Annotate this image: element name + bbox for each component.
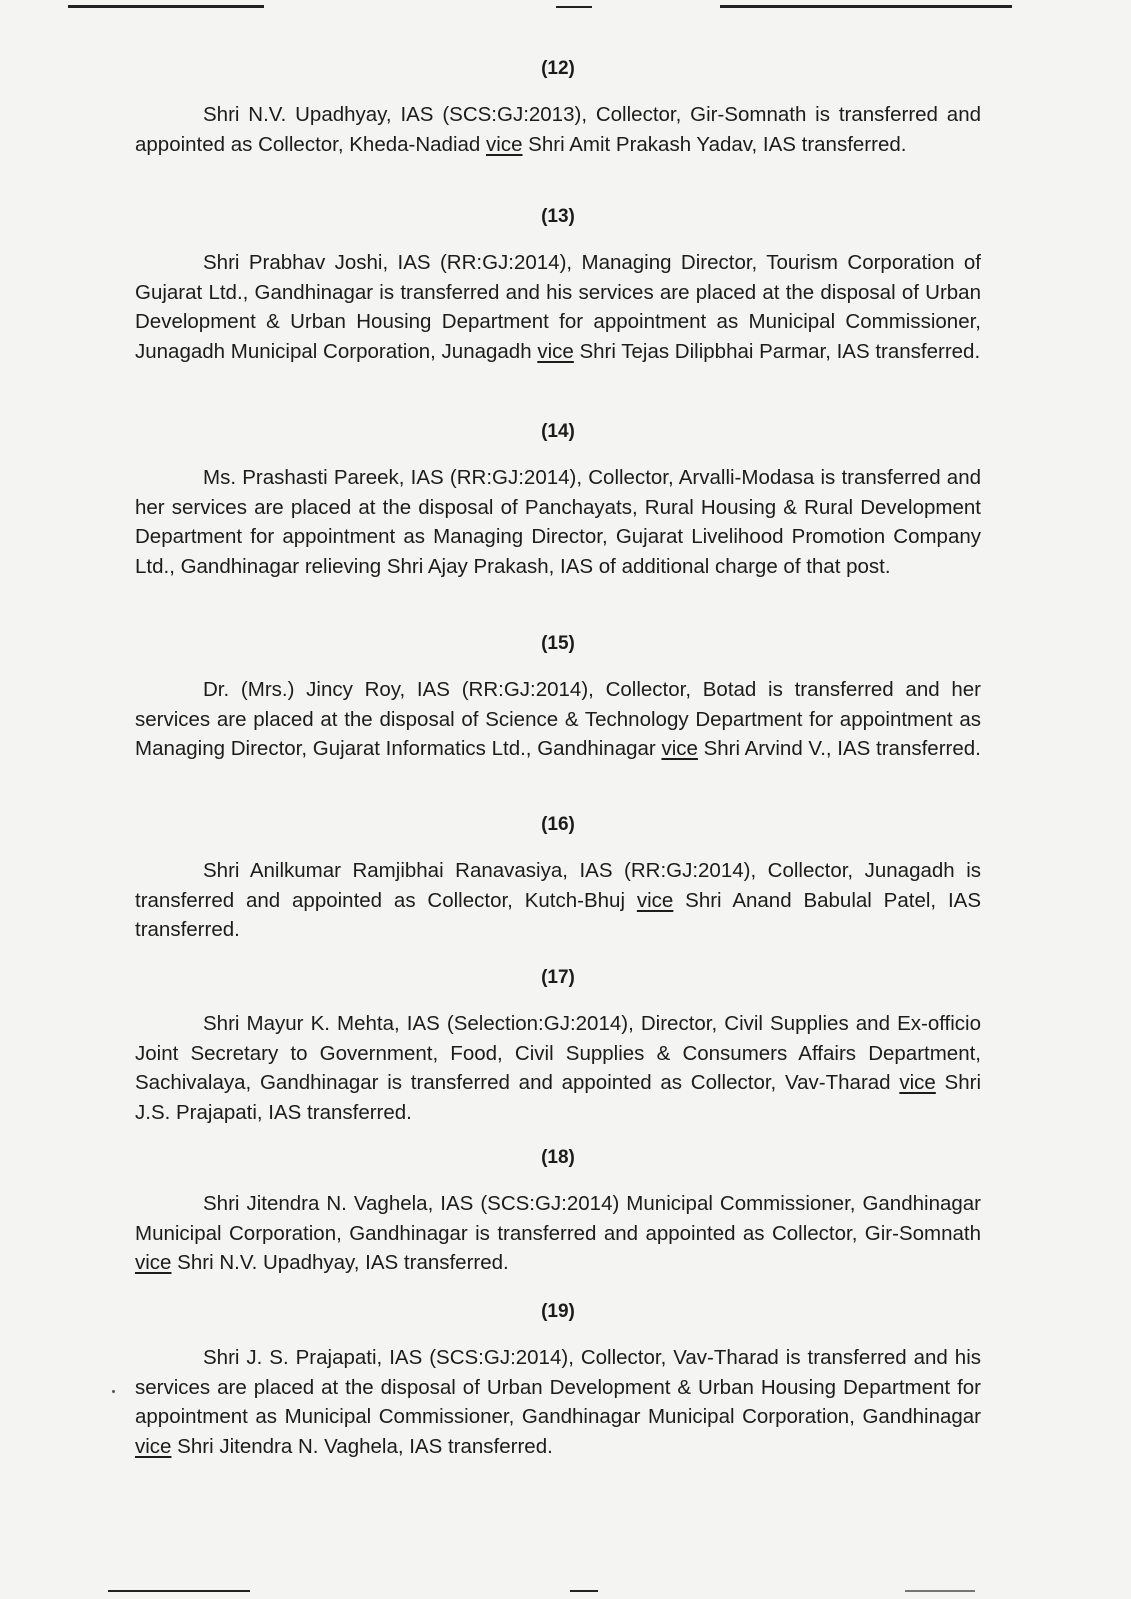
paragraph-text: Shri Jitendra N. Vaghela, IAS (SCS:GJ:2014) Municipal Commissioner, Gandhinagar Municipal Corporation, Gandhinagar is transferred and appointed as Collector, Gir-Somnath bbox=[135, 1192, 981, 1245]
order-section-12 bbox=[135, 57, 981, 159]
paragraph-text: Ms. Prashasti Pareek, IAS (RR:GJ:2014), Collector, Arvalli-Modasa is transferred and her services are placed at the disposal of Panchayats, Rural Housing & Rural Development Department for appointment as Managing Director, Gujarat Livelihood Promotion Company Ltd., Gandhinagar relieving Shri Ajay Prakash, IAS of additional charge of that post. bbox=[135, 466, 981, 578]
paragraph-text-end: Shri Anand Babulal Patel, IAS transferred. bbox=[135, 888, 981, 941]
section-number: (13) bbox=[541, 206, 575, 227]
order-section-13 bbox=[135, 205, 981, 366]
vice-term: vice bbox=[135, 1434, 172, 1458]
vice-term: vice bbox=[537, 339, 574, 363]
paragraph-text: Shri Prabhav Joshi, IAS (RR:GJ:2014), Managing Director, Tourism Corporation of Gujarat Ltd., Gandhinagar is transferred and his services are placed at the disposal of Urban Development & Urban Housing Department for appointment as Municipal Commissioner, Junagadh Municipal Corporation, Junagadh bbox=[135, 251, 981, 363]
order-section-15 bbox=[135, 632, 981, 764]
order-paragraph bbox=[135, 100, 981, 159]
paragraph-text-end: Shri J.S. Prajapati, IAS transferred. bbox=[135, 1071, 981, 1124]
paragraph-text-end: Shri Jitendra N. Vaghela, IAS transferred. bbox=[171, 1434, 553, 1458]
order-section-18 bbox=[135, 1146, 981, 1278]
bottom-rule-middle bbox=[570, 1590, 598, 1592]
order-section-16 bbox=[135, 813, 981, 945]
scan-speck bbox=[112, 1390, 115, 1393]
section-number: (17) bbox=[541, 967, 575, 988]
paragraph-text-end: Shri N.V. Upadhyay, IAS transferred. bbox=[171, 1251, 509, 1274]
order-paragraph bbox=[135, 1189, 981, 1278]
order-paragraph bbox=[135, 1343, 981, 1461]
bottom-rule-left bbox=[108, 1590, 250, 1592]
paragraph-text: Shri N.V. Upadhyay, IAS (SCS:GJ:2013), Collector, Gir-Somnath is transferred and appointed as Collector, Kheda-Nadiad bbox=[135, 103, 981, 156]
paragraph-text: Shri Anilkumar Ramjibhai Ranavasiya, IAS (RR:GJ:2014), Collector, Junagadh is transferred and appointed as Collector, Kutch-Bhuj bbox=[135, 859, 981, 912]
paragraph-text: Shri Mayur K. Mehta, IAS (Selection:GJ:2014), Director, Civil Supplies and Ex-officio Joint Secretary to Government, Food, Civil Supplies & Consumers Affairs Department, Sachivalaya, Gandhinagar is transferred and appointed as Collector, Vav-Tharad bbox=[135, 1012, 981, 1094]
top-rule-right bbox=[720, 5, 1012, 8]
order-paragraph bbox=[135, 248, 981, 366]
order-section-19 bbox=[135, 1300, 981, 1461]
section-number: (14) bbox=[541, 421, 575, 442]
vice-term: vice bbox=[135, 1251, 172, 1274]
paragraph-text: Dr. (Mrs.) Jincy Roy, IAS (RR:GJ:2014), Collector, Botad is transferred and her services are placed at the disposal of Science & Technology Department for appointment as Managing Director, Gujarat Informatics Ltd., Gandhinagar bbox=[135, 678, 981, 760]
vice-term: vice bbox=[636, 888, 674, 912]
paragraph-text-end: Shri Tejas Dilipbhai Parmar, IAS transferred. bbox=[573, 339, 981, 363]
order-section-17 bbox=[135, 966, 981, 1127]
order-paragraph bbox=[135, 856, 981, 945]
paragraph-text-end: Shri Amit Prakash Yadav, IAS transferred. bbox=[522, 132, 907, 156]
section-number: (16) bbox=[541, 814, 575, 835]
paragraph-text-end: Shri Arvind V., IAS transferred. bbox=[697, 737, 981, 760]
vice-term: vice bbox=[661, 737, 698, 760]
section-number: (18) bbox=[541, 1147, 575, 1168]
order-paragraph bbox=[135, 1009, 981, 1127]
section-number: (15) bbox=[541, 633, 575, 654]
section-number: (19) bbox=[541, 1301, 575, 1322]
section-number: (12) bbox=[541, 58, 575, 79]
top-rule-middle bbox=[556, 6, 592, 8]
paragraph-text: Shri J. S. Prajapati, IAS (SCS:GJ:2014), Collector, Vav-Tharad is transferred and his services are placed at the disposal of Urban Development & Urban Housing Department for appointment as Municipal Commissioner, Gandhinagar Municipal Corporation, Gandhinagar bbox=[135, 1346, 981, 1428]
vice-term: vice bbox=[899, 1071, 936, 1094]
top-rule-left bbox=[68, 5, 264, 8]
order-paragraph bbox=[135, 463, 981, 581]
order-section-14 bbox=[135, 420, 981, 581]
order-paragraph bbox=[135, 675, 981, 764]
bottom-rule-right bbox=[905, 1590, 975, 1592]
vice-term: vice bbox=[486, 132, 523, 156]
